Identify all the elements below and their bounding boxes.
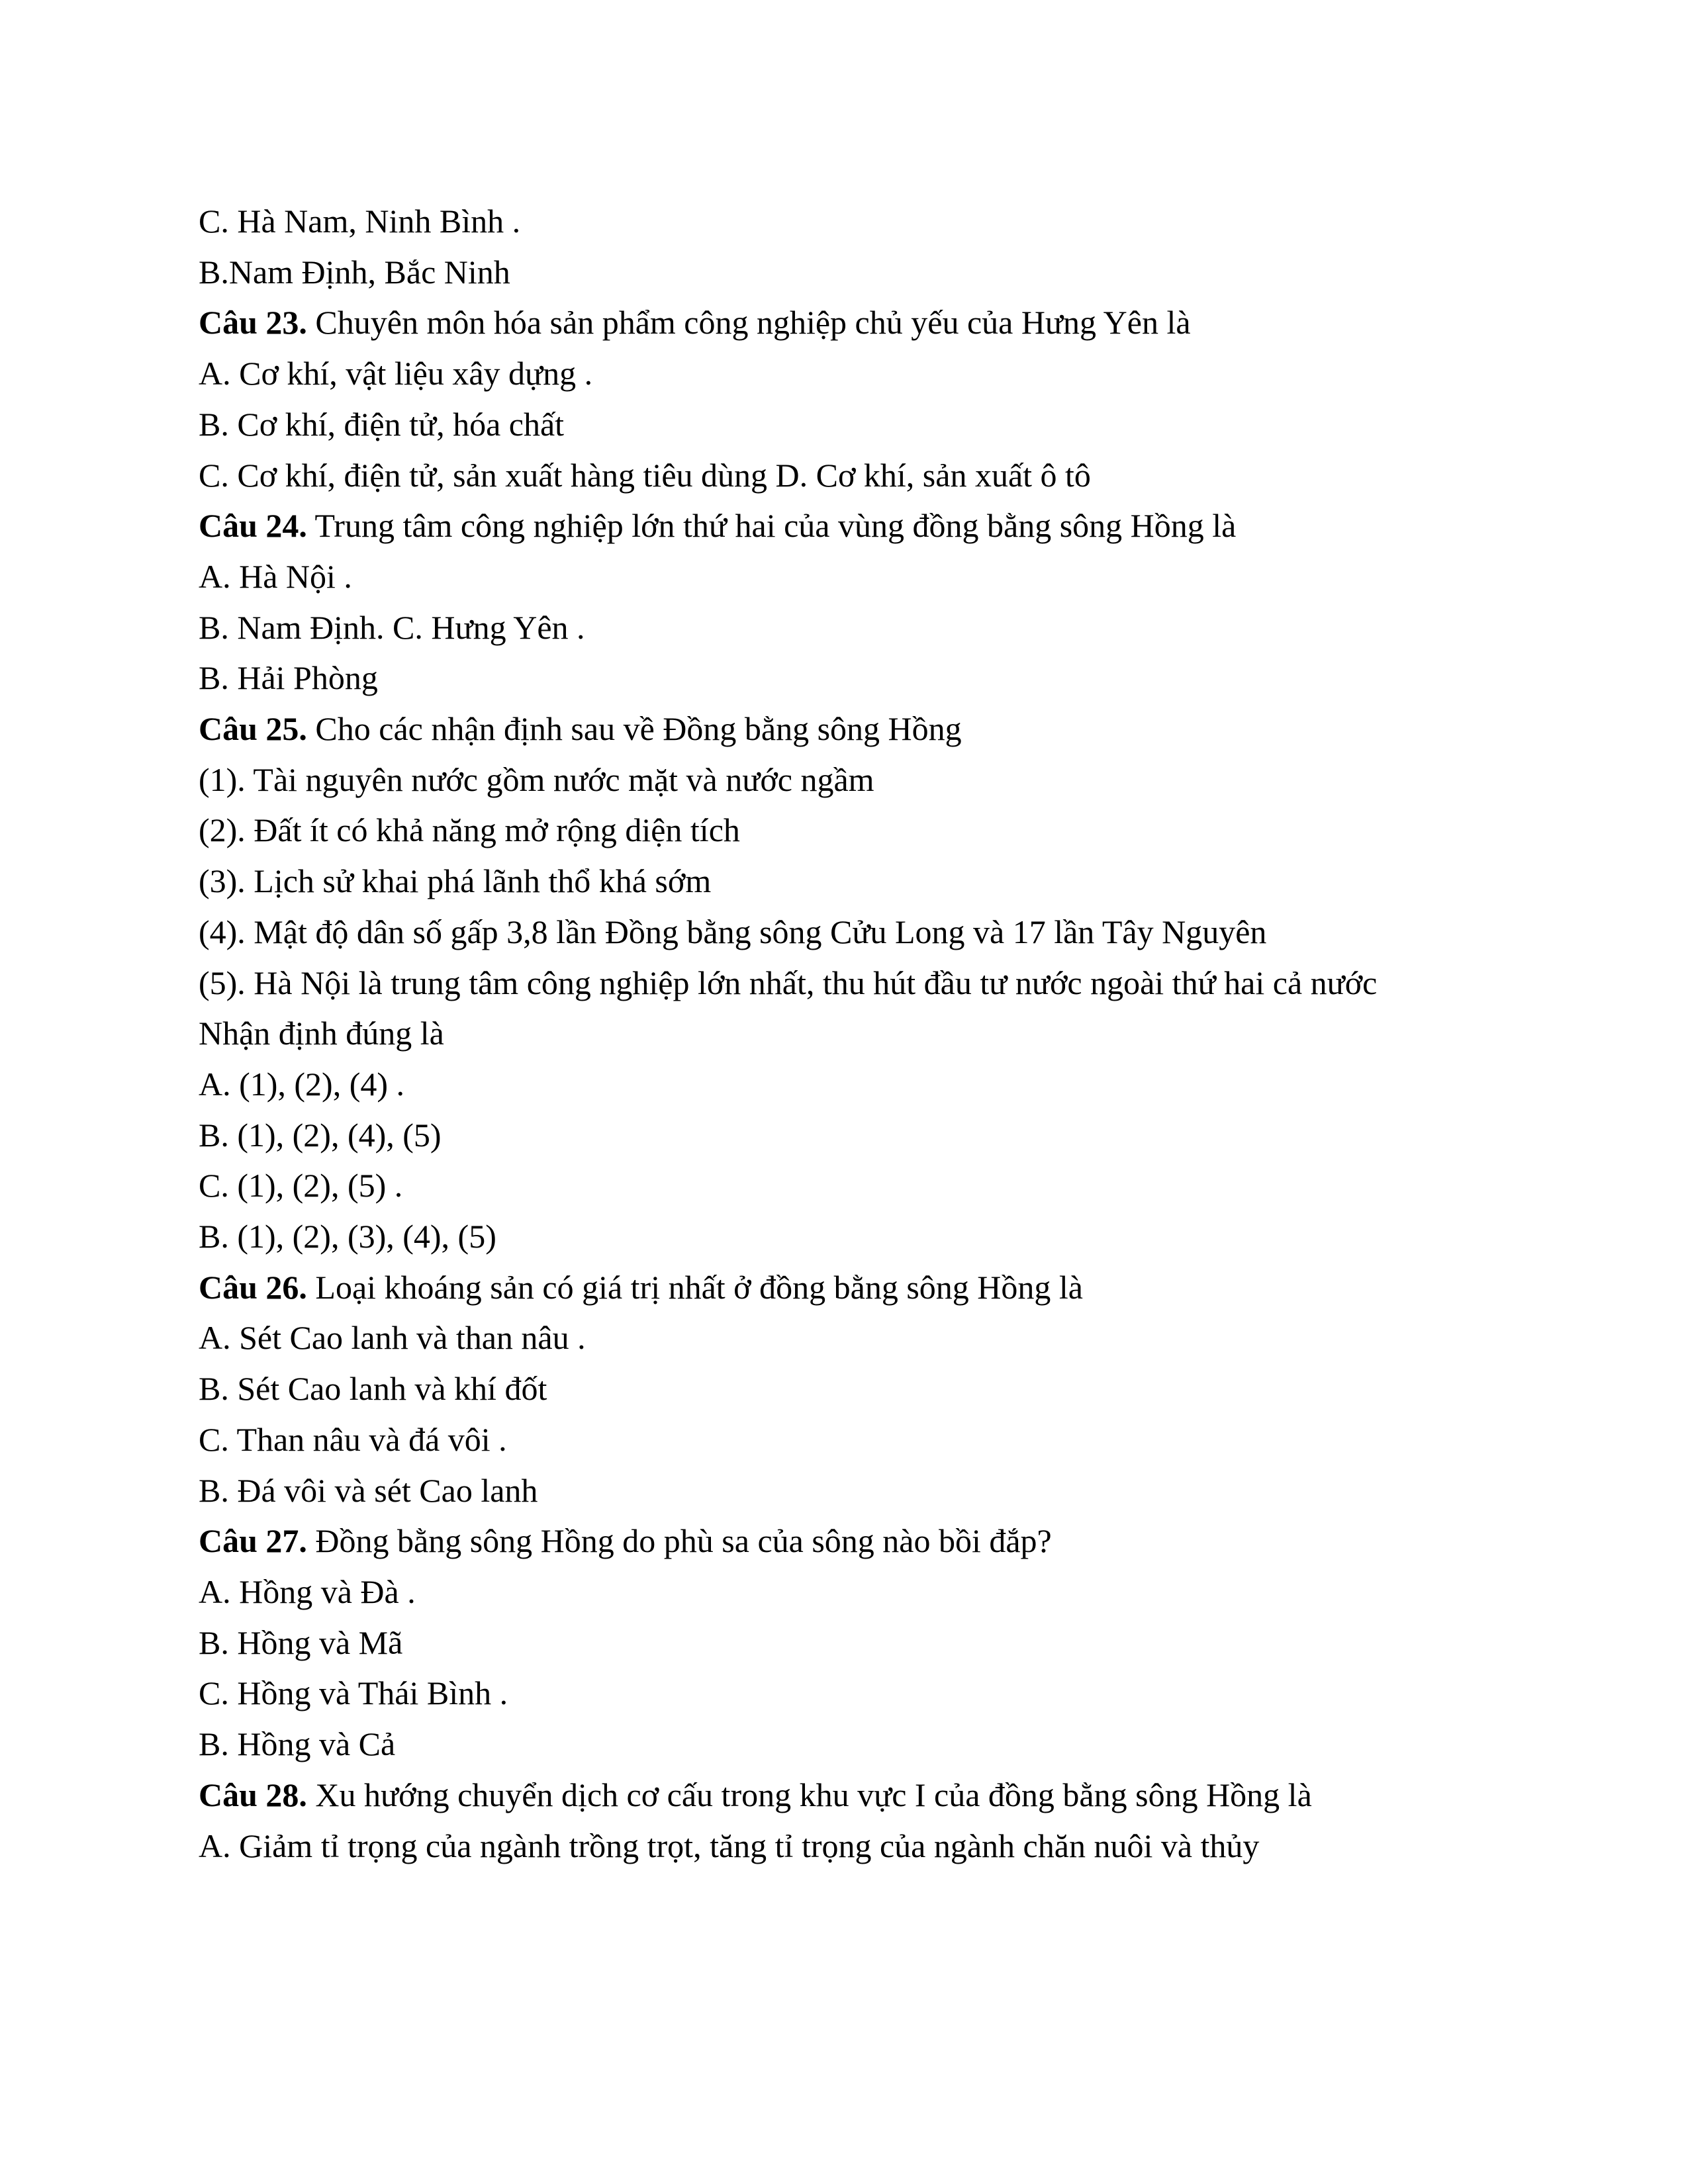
- document-page: [199, 196, 1496, 1871]
- answer-option: B. Hồng và Cả: [199, 1725, 396, 1763]
- question-26: [199, 1262, 1496, 1313]
- question-number: Câu 23.: [199, 304, 307, 341]
- question-text: Đồng bằng sông Hồng do phù sa của sông nào bồi đắp?: [306, 1522, 1052, 1560]
- question-24: [199, 500, 1496, 551]
- answer-option: B. Hải Phòng: [199, 659, 378, 697]
- question-23: [199, 297, 1496, 348]
- answer-option: C. (1), (2), (5) .: [199, 1167, 403, 1205]
- answer-option: B. (1), (2), (3), (4), (5): [199, 1218, 496, 1255]
- answer-option: C. Hồng và Thái Bình .: [199, 1674, 508, 1712]
- answer-option: C. Than nâu và đá vôi .: [199, 1420, 507, 1458]
- statement-item: (5). Hà Nội là trung tâm công nghiệp lớn nhất, thu hút đầu tư nước ngoài thứ hai cả nước: [199, 964, 1378, 1001]
- question-text: Cho các nhận định sau về Đồng bằng sông Hồng: [306, 710, 962, 748]
- statement-item: (2). Đất ít có khả năng mở rộng diện tích: [199, 811, 740, 849]
- question-number: Câu 26.: [199, 1268, 307, 1306]
- answer-option: A. Sét Cao lanh và than nâu .: [199, 1319, 586, 1357]
- question-text: Trung tâm công nghiệp lớn thứ hai của vùng đồng bằng sông Hồng là: [306, 507, 1237, 545]
- question-27: [199, 1516, 1496, 1567]
- statement-item: (1). Tài nguyên nước gồm nước mặt và nước ngầm: [199, 760, 874, 798]
- question-text: Chuyên môn hóa sản phẩm công nghiệp chủ yếu của Hưng Yên là: [306, 304, 1191, 341]
- answer-option: B. Cơ khí, điện tử, hóa chất: [199, 405, 565, 443]
- answer-option: C. Hà Nam, Ninh Bình .: [199, 203, 521, 240]
- answer-option: A. Hồng và Đà .: [199, 1572, 416, 1610]
- question-number: Câu 28.: [199, 1776, 307, 1813]
- answer-option: B. Sét Cao lanh và khí đốt: [199, 1370, 547, 1408]
- answer-option: A. Giảm tỉ trọng của ngành trồng trọt, tăng tỉ trọng của ngành chăn nuôi và thủy: [199, 1827, 1260, 1864]
- answer-option: B. Đá vôi và sét Cao lanh: [199, 1471, 538, 1509]
- question-28: [199, 1770, 1496, 1821]
- question-text: Xu hướng chuyển dịch cơ cấu trong khu vực I của đồng bằng sông Hồng là: [306, 1776, 1312, 1813]
- answer-option: C. Cơ khí, điện tử, sản xuất hàng tiêu dùng D. Cơ khí, sản xuất ô tô: [199, 456, 1091, 494]
- question-number: Câu 27.: [199, 1522, 307, 1560]
- question-number: Câu 25.: [199, 710, 307, 748]
- answer-option: B. Nam Định. C. Hưng Yên .: [199, 608, 585, 646]
- answer-option: A. (1), (2), (4) .: [199, 1065, 405, 1103]
- answer-option: B. Hồng và Mã: [199, 1623, 403, 1661]
- answer-option: A. Cơ khí, vật liệu xây dựng .: [199, 355, 593, 392]
- question-prompt: Nhận định đúng là: [199, 1015, 444, 1052]
- statement-item: (3). Lịch sử khai phá lãnh thổ khá sớm: [199, 862, 712, 900]
- question-number: Câu 24.: [199, 507, 307, 545]
- question-25: [199, 704, 1496, 754]
- statement-item: (4). Mật độ dân số gấp 3,8 lần Đồng bằng sông Cửu Long và 17 lần Tây Nguyên: [199, 913, 1267, 950]
- question-text: Loại khoáng sản có giá trị nhất ở đồng bằng sông Hồng là: [306, 1268, 1083, 1306]
- answer-option: B. (1), (2), (4), (5): [199, 1116, 442, 1154]
- answer-option: A. Hà Nội .: [199, 557, 352, 595]
- answer-option: B.Nam Định, Bắc Ninh: [199, 253, 510, 291]
